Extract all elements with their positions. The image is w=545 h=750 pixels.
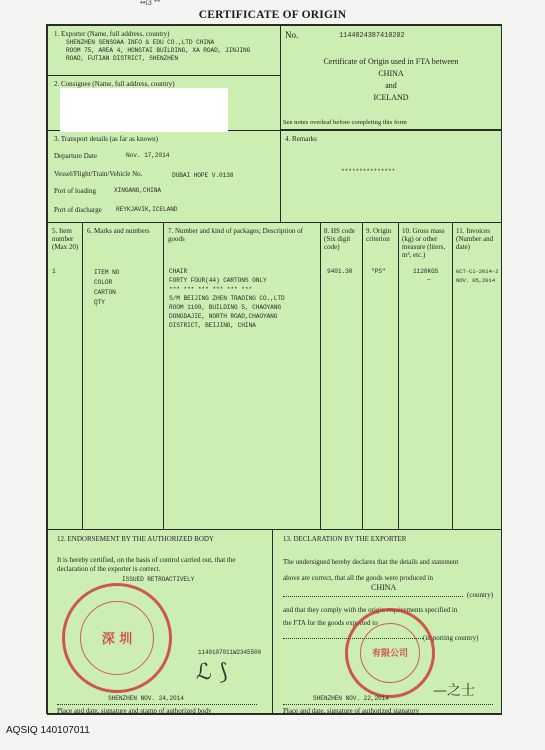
transport-box bbox=[47, 130, 281, 223]
certificate-number-box bbox=[280, 25, 502, 130]
endorsement-box bbox=[47, 529, 273, 715]
item-number-header: 5. Item number (Max 20) bbox=[52, 227, 79, 251]
description-line-3: *** *** *** *** *** *** bbox=[169, 286, 253, 293]
consignee-redaction bbox=[60, 88, 228, 132]
fta-heading: Certificate of Origin used in FTA between bbox=[323, 57, 459, 66]
endorsement-place-date: SHENZHEN NOV. 24,2014 bbox=[108, 695, 184, 702]
column-description bbox=[163, 222, 321, 530]
issued-retroactively: ISSUED RETROACTIVELY bbox=[122, 576, 195, 583]
gross-mass-header: 10. Gross mass (kg) or other measure (liters, m³, etc.) bbox=[402, 227, 446, 259]
column-origin bbox=[362, 222, 399, 530]
remarks-label: 4. Remarks bbox=[285, 135, 317, 143]
loading-label: Port of loading bbox=[54, 187, 96, 195]
departure-label: Departure Date bbox=[54, 152, 97, 160]
exporter-label: 1. Exporter (Name, full address, country) bbox=[54, 30, 170, 38]
hs-code-header: 8. HS code (Six digit code) bbox=[324, 227, 355, 251]
declaration-text-2: above are correct, that all the goods were produced in bbox=[283, 574, 434, 582]
column-hs-code bbox=[320, 222, 363, 530]
departure-value: Nov. 17,2014 bbox=[126, 152, 170, 159]
description-line-2: FORTY FOUR(44) CARTONS ONLY bbox=[169, 277, 267, 284]
exporter-line-1: SHENZHEN SENSOAA INFO & EDU CO.,LTD CHINA bbox=[66, 39, 215, 46]
importing-country-caption: (importing country) bbox=[423, 634, 479, 642]
declaration-country: CHINA bbox=[371, 583, 397, 592]
country-china: CHINA bbox=[378, 69, 404, 78]
exporter-line-3: ROAD, FUTIAN DISTRICT, SHENZHEN bbox=[66, 55, 179, 62]
description-line-7: DISTRICT, BEIJING, CHINA bbox=[169, 322, 256, 329]
vessel-value: DUBAI HOPE V.0138 bbox=[172, 172, 234, 179]
invoice-number: GCT-C1-2014-2 bbox=[456, 268, 499, 275]
gross-mass-dash: — bbox=[427, 276, 431, 283]
declaration-label: 13. DECLARATION BY THE EXPORTER bbox=[283, 535, 407, 543]
origin-header: 9. Origin criterion bbox=[366, 227, 392, 243]
endorsement-text-2: declaration of the exporter is correct. bbox=[57, 565, 161, 573]
remarks-value: *************** bbox=[341, 168, 396, 175]
description-line-4: S/M BEIJING ZHEN TRADING CO.,LTD bbox=[169, 295, 285, 302]
exporter-line-2: ROOM 75, AREA 4, HONGTAI BUILDING, XA ROAD, JINJING bbox=[66, 47, 251, 54]
description-line-1: CHAIR bbox=[169, 268, 188, 275]
marks-header: 6. Marks and numbers bbox=[87, 227, 150, 235]
declaration-place-date: SHENZHEN NOV. 22,2014 bbox=[313, 695, 389, 702]
authority-stamp bbox=[62, 583, 172, 693]
exporter-box bbox=[47, 25, 281, 76]
discharge-value: REYKJAVIK,ICELAND bbox=[116, 206, 178, 213]
discharge-label: Port of discharge bbox=[54, 206, 102, 214]
mark-line-1: ITEM NO bbox=[94, 269, 120, 276]
declaration-box bbox=[272, 529, 502, 715]
exporter-signature: —之士 bbox=[433, 683, 475, 699]
endorsement-dotted-line bbox=[57, 704, 257, 705]
description-line-6: DONGDAJIE, NORTH ROAD,CHAOYANG bbox=[169, 313, 278, 320]
hs-code-value: 9401.30 bbox=[327, 268, 353, 275]
country-caption: (country) bbox=[467, 591, 494, 599]
signature-mark: ℒ ⟆ bbox=[196, 660, 228, 685]
certificate-title: CERTIFICATE OF ORIGIN bbox=[198, 9, 347, 21]
mark-line-4: QTY bbox=[94, 299, 105, 306]
declaration-text-3: and that they comply with the origin requirements specified in bbox=[283, 606, 458, 614]
consignee-label: 2. Consignee (Name, full address, country) bbox=[54, 80, 175, 88]
column-item-number bbox=[47, 222, 83, 530]
gross-mass-value: 1128KGS bbox=[413, 268, 439, 275]
origin-value: "PS" bbox=[371, 268, 386, 275]
authority-stamp-center: 深 圳 bbox=[101, 632, 133, 648]
invoices-header: 11. Invoices (Number and date) bbox=[456, 227, 494, 251]
description-header: 7. Number and kind of packages; Description of goods bbox=[168, 227, 303, 243]
exporter-stamp bbox=[345, 608, 435, 698]
barcode-number: 1140107011W2345500 bbox=[198, 649, 262, 656]
endorsement-text-1: It is hereby certified, on the basis of control carried out, that the bbox=[57, 556, 236, 564]
exporter-stamp-center: 有限公司 bbox=[371, 649, 408, 660]
number-label: No. bbox=[285, 30, 299, 40]
column-gross-mass bbox=[398, 222, 453, 530]
footer-aqsiq: AQSIQ 140107011 bbox=[6, 725, 90, 736]
description-line-5: ROOM 1109, BUILDING 5, CHAOYANG bbox=[169, 304, 282, 311]
endorsement-signature-label: Place and date, signature and stamp of authorized body bbox=[57, 707, 212, 715]
and-text: and bbox=[385, 81, 397, 90]
invoice-date: NOV. 05,2014 bbox=[456, 277, 496, 284]
declaration-text-1: The undersigned hereby declares that the details and statement bbox=[283, 558, 459, 566]
country-iceland: ICELAND bbox=[373, 93, 409, 102]
notes-text: See notes overleaf before completing this form bbox=[283, 119, 407, 126]
country-dotted-line bbox=[283, 596, 463, 597]
declaration-text-4: the FTA for the goods exported to bbox=[283, 619, 378, 627]
column-marks bbox=[82, 222, 164, 530]
declaration-signature-label: Place and date, signature of authorized signatory bbox=[283, 707, 420, 715]
corner-mark: ••i3 ** bbox=[140, 0, 161, 7]
vessel-label: Vessel/Flight/Train/Vehicle No. bbox=[54, 170, 143, 178]
mark-line-3: CARTON bbox=[94, 289, 116, 296]
transport-label: 3. Transport details (as far as known) bbox=[54, 135, 159, 143]
declaration-dotted-line bbox=[283, 704, 493, 705]
mark-line-2: COLOR bbox=[94, 279, 113, 286]
item-number-value: 1 bbox=[52, 268, 56, 275]
remarks-box bbox=[280, 130, 502, 223]
certificate-number: 1144024387410202 bbox=[339, 32, 405, 40]
endorsement-label: 12. ENDORSEMENT BY THE AUTHORIZED BODY bbox=[57, 535, 214, 543]
column-invoices bbox=[452, 222, 502, 530]
loading-value: XINGANG,CHINA bbox=[114, 187, 161, 194]
